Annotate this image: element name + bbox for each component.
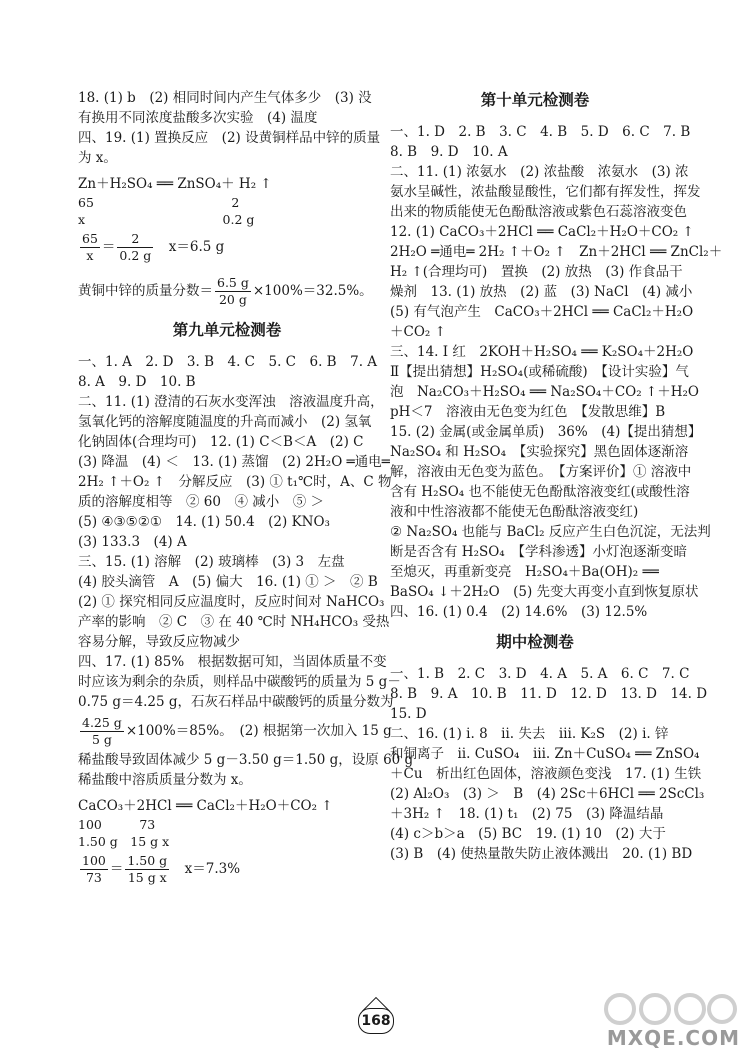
unit10-line: 三、14. Ⅰ 红 2KOH＋H₂SO₄ ══ K₂SO₄＋2H₂O <box>390 344 694 360</box>
unit10-line: 含有 H₂SO₄ 也不能使无色酚酞溶液变红(或酸性溶 <box>390 484 690 500</box>
q19-line-2: 为 x。 <box>78 150 117 166</box>
unit10-line: 出来的物质能使无色酚酞溶液或紫色石蕊溶液变色 <box>390 204 687 220</box>
unit9-line: 质的溶解度相等 ② 60 ④ 减小 ⑤ ＞ <box>78 494 325 510</box>
unit10-line: 8. B 9. D 10. A <box>390 144 508 160</box>
unit9-line: 容易分解，导致反应物减少 <box>78 634 240 650</box>
fraction-denominator: 5 g <box>91 732 112 747</box>
fraction-denominator: x <box>86 248 94 263</box>
unit10-line: 15. (2) 金属(或金属单质) 36% (4)【提出猜想】 <box>390 424 702 440</box>
unit10-line: 燥剂 13. (1) 放热 (2) 蓝 (3) NaCl (4) 减小 <box>390 284 693 300</box>
zinc-stoich-row-1: 65 2 <box>78 195 240 210</box>
midterm-line: (4) c＞b＞a (5) BC 19. (1) 10 (2) 大于 <box>390 826 666 842</box>
unit9-line: (5) ④③⑤②① 14. (1) 50.4 (2) KNO₃ <box>78 514 330 530</box>
unit9-line: (4) 胶头滴管 A (5) 偏大 16. (1) ① ＞ ② B <box>78 574 378 590</box>
zinc-result: x＝6.5 g <box>155 239 225 255</box>
fraction-numerator: 1.50 g <box>127 853 168 868</box>
midterm-line: 和铜离子 ⅱ. CuSO₄ ⅲ. Zn＋CuSO₄ ══ ZnSO₄ <box>390 746 700 762</box>
midterm-line: ＋Cu 析出红色固体，溶液颜色变浅 17. (1) 生铁 <box>390 766 702 782</box>
zinc-proportion <box>78 228 376 266</box>
unit10-line: (5) 有气泡产生 CaCO₃＋2HCl ══ CaCl₂＋H₂O <box>390 304 694 320</box>
midterm-title: 期中检测卷 <box>496 633 574 651</box>
unit10-line: ＋CO₂ ↑ <box>390 324 446 340</box>
unit10-line: 一、1. D 2. B 3. C 4. B 5. D 6. C 7. B <box>390 124 691 140</box>
midterm-line: 15. D <box>390 706 427 722</box>
fraction-numerator: 6.5 g <box>217 275 249 290</box>
right-column <box>390 88 723 864</box>
unit10-line: 液和中性溶液都不能使无色酚酞溶液变红) <box>390 504 639 520</box>
q17-line: 稀盐酸导致固体减少 5 g－3.50 g＝1.50 g，设原 60 g <box>78 752 414 768</box>
calcium-proportion <box>78 850 376 888</box>
unit9-line: (3) 133.3 (4) A <box>78 534 187 550</box>
zinc-fraction-a <box>80 231 100 264</box>
unit9-line: 0.75 g＝4.25 g，石灰石样品中碳酸钙的质量分数为 <box>78 694 394 710</box>
fraction-numerator: 65 <box>82 231 98 246</box>
unit9-line: 氢氧化钙的溶解度随温度的升高而减小 (2) 氢氧 <box>78 414 372 430</box>
fraction-denominator: 20 g <box>218 292 247 307</box>
midterm-line: 8. B 9. A 10. B 11. D 12. D 13. D 14. D <box>390 686 708 702</box>
unit10-line: 泡 Na₂CO₃＋H₂SO₄ ══ Na₂SO₄＋CO₂ ↑＋H₂O <box>390 384 699 400</box>
fraction-denominator: 15 g x <box>127 870 167 885</box>
zinc-mass-fraction <box>78 272 376 310</box>
unit9-line: 化钠固体(合理均可) 12. (1) C＜B＜A (2) C <box>78 434 364 450</box>
equals-sign: ＝ <box>101 239 116 255</box>
unit10-line: 四、16. (1) 0.4 (2) 14.6% (3) 12.5% <box>390 604 648 620</box>
unit10-line: 氨水呈碱性，浓盐酸显酸性，它们都有挥发性，挥发 <box>390 184 701 200</box>
unit10-line: pH＜7 溶液由无色变为红色 【发散思维】B <box>390 404 666 420</box>
unit10-line: 至熄灭，再重新变亮 H₂SO₄＋Ba(OH)₂ ══ <box>390 564 659 580</box>
unit9-line: 四、17. (1) 85% 根据数据可知，当固体质量不变 <box>78 654 387 670</box>
q17-fraction <box>80 715 124 748</box>
unit9-line: (2) ① 探究相同反应温度时，反应时间对 NaHCO₃ <box>78 594 385 610</box>
unit10-line: 2H₂O ═通电═ 2H₂ ↑＋O₂ ↑ Zn＋2HCl ══ ZnCl₂＋ <box>390 244 723 260</box>
unit9-title: 第九单元检测卷 <box>172 321 282 339</box>
q17-fraction-line <box>78 712 392 750</box>
q18-line-1: 18. (1) b (2) 相同时间内产生气体多少 (3) 没 <box>78 90 372 106</box>
q18-line-2: 有换用不同浓度盐酸多次实验 (4) 温度 <box>78 110 318 126</box>
unit10-line: 12. (1) CaCO₃＋2HCl ══ CaCl₂＋H₂O＋CO₂ ↑ <box>390 224 694 240</box>
midterm-line: ＋3H₂ ↑ 18. (1) t₁ (2) 75 (3) 降温结晶 <box>390 806 664 822</box>
unit10-line: 断是否含有 H₂SO₄ 【学科渗透】小灯泡逐渐变暗 <box>390 544 687 560</box>
unit9-line: 三、15. (1) 溶解 (2) 玻璃棒 (3) 3 左盘 <box>78 554 345 570</box>
unit9-line: 8. A 9. D 10. B <box>78 374 196 390</box>
page-number: 168 <box>358 1008 394 1034</box>
calcium-fraction-b <box>125 853 169 886</box>
calcium-stoich-row-1: 100 73 <box>78 817 156 832</box>
unit10-title: 第十单元检测卷 <box>480 91 590 109</box>
midterm-line: (3) B (4) 使热量散失防止液体溅出 20. (1) BD <box>390 846 693 862</box>
zinc-fraction-b <box>117 231 153 264</box>
q17-fraction-suffix: ×100%＝85%。 (2) 根据第一次加入 15 g <box>125 723 392 739</box>
zinc-fraction-prefix: 黄铜中锌的质量分数＝ <box>78 283 213 299</box>
unit9-line: (3) 降温 (4) ＜ 13. (1) 蒸馏 (2) 2H₂O ═通电═ <box>78 454 390 470</box>
unit10-line: 解，溶液由无色变为蓝色。 【方案评价】① 溶液中 <box>390 464 692 480</box>
calcium-reaction-equation: CaCO₃＋2HCl ══ CaCl₂＋H₂O＋CO₂ ↑ <box>78 798 333 814</box>
fraction-numerator: 100 <box>82 853 106 868</box>
unit10-line: Na₂SO₄ 和 H₂SO₄ 【实验探究】黑色固体逐渐溶 <box>390 444 689 460</box>
calcium-fraction-a <box>80 853 108 886</box>
zinc-stoich-row-2: x 0.2 g <box>78 212 255 227</box>
unit9-line: 一、1. A 2. D 3. B 4. C 5. C 6. B 7. A <box>78 354 378 370</box>
unit10-line: Ⅱ【提出猜想】H₂SO₄(或稀硫酸) 【设计实验】气 <box>390 364 689 380</box>
unit9-line: 时应该为剩余的杂质，则样品中碳酸钙的质量为 5 g－ <box>78 674 401 690</box>
zinc-mass-frac <box>215 275 251 308</box>
unit10-line: BaSO₄ ↓＋2H₂O (5) 先变大再变小直到恢复原状 <box>390 584 699 600</box>
equals-sign: ＝ <box>109 861 124 877</box>
zinc-reaction-equation: Zn＋H₂SO₄ ══ ZnSO₄＋ H₂ ↑ <box>78 176 272 192</box>
fraction-denominator: 73 <box>85 870 102 885</box>
unit9-line: 2H₂ ↑＋O₂ ↑ 分解反应 (3) ① t₁℃时，A、C 物 <box>78 474 392 490</box>
unit10-line: H₂ ↑(合理均可) 置换 (2) 放热 (3) 作食品干 <box>390 264 683 280</box>
unit10-line: 二、11. (1) 浓氨水 (2) 浓盐酸 浓氨水 (3) 浓 <box>390 164 689 180</box>
midterm-line: 一、1. B 2. C 3. D 4. A 5. A 6. C 7. C <box>390 666 690 682</box>
fraction-numerator: 4.25 g <box>82 715 122 730</box>
q17-line: 稀盐酸中溶质质量分数为 x。 <box>78 772 252 788</box>
midterm-line: 二、16. (1) ⅰ. 8 ⅱ. 失去 ⅲ. K₂S (2) ⅰ. 锌 <box>390 726 669 742</box>
unit9-line: 产率的影响 ② C ③ 在 40 ℃时 NH₄HCO₃ 受热 <box>78 614 390 630</box>
fraction-denominator: 0.2 g <box>119 248 152 263</box>
midterm-line: (2) Al₂O₃ (3) ＞ B (4) 2Sc＋6HCl ══ 2ScCl₃ <box>390 786 705 802</box>
zinc-fraction-suffix: ×100%＝32.5%。 <box>252 283 373 299</box>
watermark-text: MXQE.COM <box>606 1026 740 1050</box>
calcium-stoich-row-2: 1.50 g 15 g x <box>78 834 170 849</box>
unit9-line: 二、11. (1) 澄清的石灰水变浑浊 溶液温度升高， <box>78 394 384 410</box>
q19-line-1: 四、19. (1) 置换反应 (2) 设黄铜样品中锌的质量 <box>78 130 381 146</box>
calcium-result: x＝7.3% <box>171 861 241 877</box>
unit10-line: ② Na₂SO₄ 也能与 BaCl₂ 反应产生白色沉淀，无法判 <box>390 524 711 540</box>
fraction-numerator: 2 <box>117 231 153 248</box>
